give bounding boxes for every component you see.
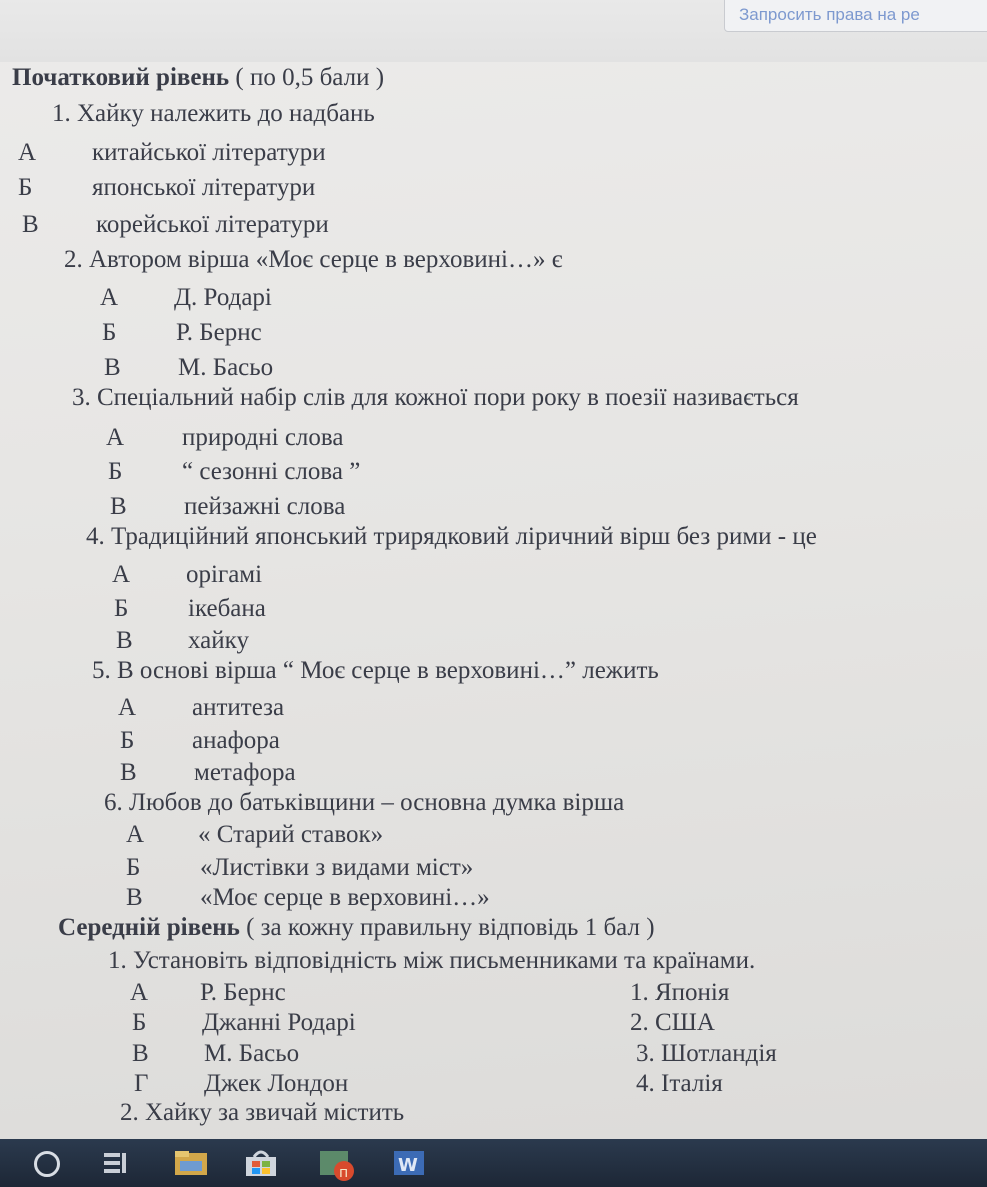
section2-question-1: 1. Установіть відповідність між письменниками та країнами. xyxy=(108,947,756,974)
writer-name: Р. Бернс xyxy=(200,979,286,1006)
q3-option-text: природні слова xyxy=(182,424,344,451)
country-item: 2. США xyxy=(630,1009,715,1036)
q1-option-text: китайської літератури xyxy=(92,139,326,166)
question-6: 6. Любов до батьківщини – основна думка вірша xyxy=(104,789,625,816)
task-view-icon[interactable] xyxy=(102,1149,132,1177)
q3-option-letter: А xyxy=(106,424,125,451)
question-5: 5. В основі вірша “ Моє серце в верховині…” лежить xyxy=(92,657,659,684)
q6-option-letter: А xyxy=(126,821,145,848)
request-rights-label: Запросить права на ре xyxy=(739,5,920,24)
q4-option-letter: А xyxy=(112,561,131,588)
word-icon[interactable] xyxy=(392,1149,422,1177)
section2-heading xyxy=(58,913,655,943)
section1-note: ( по 0,5 бали ) xyxy=(229,64,385,91)
q6-option-letter: Б xyxy=(126,854,141,881)
q5-option-letter: В xyxy=(120,759,137,786)
question-1: 1. Хайку належить до надбань xyxy=(52,100,375,127)
writer-letter: Б xyxy=(132,1009,147,1036)
writer-letter: В xyxy=(132,1040,149,1067)
country-item: 4. Італія xyxy=(636,1070,723,1097)
q6-option-letter: В xyxy=(126,884,143,911)
question-4: 4. Традиційний японський трирядковий ліричний вірш без рими - це xyxy=(86,523,817,550)
q1-option-letter: В xyxy=(22,211,39,238)
q1-option-text: корейської літератури xyxy=(96,211,329,238)
taskbar xyxy=(0,1139,987,1187)
q2-option-text: Д. Родарі xyxy=(174,284,272,311)
svg-text:W: W xyxy=(398,1155,418,1176)
q3-option-letter: В xyxy=(110,493,127,520)
country-item: 3. Шотландія xyxy=(636,1040,777,1067)
country-item: 1. Японія xyxy=(630,979,730,1006)
svg-text:п: п xyxy=(339,1165,349,1181)
section1-title: Початковий рівень xyxy=(12,64,230,91)
writer-letter: А xyxy=(130,979,149,1006)
section2-title: Середній рівень xyxy=(58,914,240,941)
section2-note: ( за кожну правильну відповідь 1 бал ) xyxy=(239,914,655,941)
q4-option-text: ікебана xyxy=(188,595,266,622)
q3-option-text: “ сезонні слова ” xyxy=(182,458,361,485)
q2-option-letter: В xyxy=(104,354,121,381)
question-3: 3. Спеціальний набір слів для кожної пори року в поезії називається xyxy=(72,384,799,411)
writer-name: М. Басьо xyxy=(204,1040,300,1067)
q2-option-text: М. Басьо xyxy=(178,354,274,381)
q5-option-text: метафора xyxy=(194,759,296,786)
q3-option-text: пейзажні слова xyxy=(184,493,346,520)
q6-option-text: «Моє серце в верховині…» xyxy=(200,884,490,911)
q4-option-text: хайку xyxy=(188,627,249,654)
q1-option-text: японської літератури xyxy=(92,174,316,201)
request-rights-button[interactable] xyxy=(724,0,987,32)
q1-option-letter: Б xyxy=(18,174,33,201)
q6-option-text: «Листівки з видами міст» xyxy=(200,854,474,881)
q5-option-text: анафора xyxy=(192,727,280,754)
start-icon[interactable] xyxy=(34,1151,60,1177)
section2-question-2: 2. Хайку за звичай містить xyxy=(120,1099,405,1126)
section1-heading xyxy=(12,63,384,93)
writer-name: Джек Лондон xyxy=(204,1070,349,1097)
q1-option-letter: А xyxy=(18,139,37,166)
question-2: 2. Автором вірша «Моє серце в верховині…» є xyxy=(64,246,563,273)
q4-option-letter: Б xyxy=(114,595,129,622)
q6-option-text: « Старий ставок» xyxy=(198,821,384,848)
file-explorer-icon[interactable] xyxy=(174,1149,204,1177)
q2-option-text: Р. Бернс xyxy=(176,319,262,346)
app-icon[interactable] xyxy=(318,1149,349,1181)
q5-option-letter: А xyxy=(118,694,137,721)
q3-option-letter: Б xyxy=(108,458,123,485)
q4-option-text: орігамі xyxy=(186,561,263,588)
q2-option-letter: Б xyxy=(102,319,117,346)
store-icon[interactable] xyxy=(244,1149,274,1177)
q5-option-text: антитеза xyxy=(192,694,285,721)
q2-option-letter: А xyxy=(100,284,119,311)
writer-letter: Г xyxy=(134,1070,149,1097)
writer-name: Джанні Родарі xyxy=(202,1009,356,1036)
q4-option-letter: В xyxy=(116,627,133,654)
q5-option-letter: Б xyxy=(120,727,135,754)
